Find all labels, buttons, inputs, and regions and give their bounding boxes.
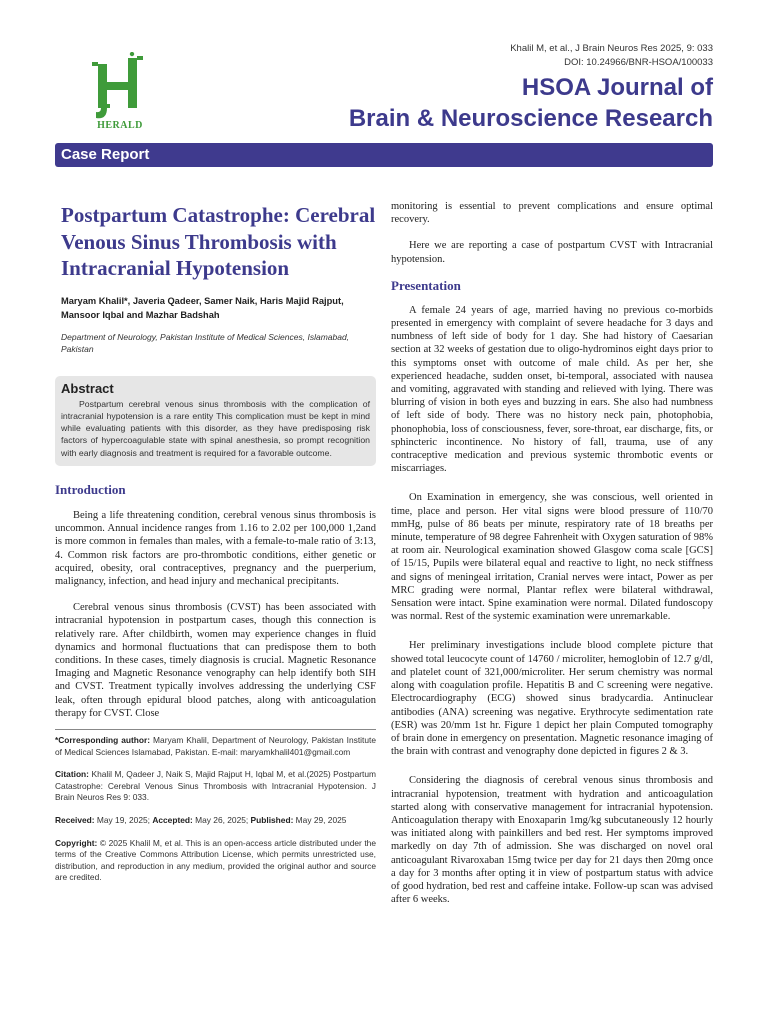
affiliation: Department of Neurology, Pakistan Institute of Medical Sciences, Islamabad, Pakistan xyxy=(61,331,350,354)
copyright-text: © 2025 Khalil M, et al. This is an open-access article distributed under the terms of the Creative Commons Attribution License, which permits unrestricted use, distribution, and reproduction in any medium, provided the original author and source are credited. xyxy=(55,837,376,883)
corresponding-author-note xyxy=(55,735,376,758)
article-type-bar: Case Report xyxy=(55,143,713,167)
abstract-heading: Abstract xyxy=(61,380,114,396)
citation-note xyxy=(55,769,376,804)
introduction-paragraph-1: Being a life threatening condition, cerebral venous sinus thrombosis is uncommon. Annual incidence ranges from 1.16 to 2.02 per 100,000 1,2and is more common in females than males, with a female-to-male ratio of 3:13, 4. Common risk factors are pro-thrombotic conditions, either genetic or acquired, obesity, oral contraceptives, pregnancy and the puerperium, malignancy, infection, and head injury and mechanical precipitants. xyxy=(55,509,376,587)
logo-text: HERALD xyxy=(97,120,143,131)
author-list: Maryam Khalil*, Javeria Qadeer, Samer Naik, Haris Majid Rajput, Mansoor Iqbal and Mazhar Badshah xyxy=(61,295,344,320)
received-label: Received: xyxy=(55,815,95,825)
citation-text: Khalil M, Qadeer J, Naik S, Majid Rajput H, Iqbal M, et al.(2025) Postpartum Catastrophe: Cerebral Venous Sinus Thrombosis with Intracranial Hypotension. J Brain Neuros Res 9: 033. xyxy=(55,769,376,803)
header-meta xyxy=(510,42,713,70)
copyright-label: Copyright: xyxy=(55,837,98,848)
dates-note xyxy=(55,815,376,827)
presentation-heading: Presentation xyxy=(391,277,461,293)
journal-title xyxy=(349,72,713,134)
journal-title-line1: HSOA Journal of xyxy=(521,74,713,101)
copyright-note xyxy=(55,838,376,884)
presentation-paragraph-2: On Examination in emergency, she was conscious, well oriented in time, place and person. Her vital signs were blood pressure of 110/70 mmHg, pulse of 86 beats per minute, respiratory rate of 18 breaths per minute, temperature of 98 degree Fahrenheit with Oxygen saturation of 98% at room air. Neurological examination showed Glasgow coma scale [GCS] of 15/15, Pupils were bilateral equal and reactive to light, no neck stiffness and signs of meningeal irritation, Cranial nerves were intact, Power as per MRC grading were normal, Plantar reflex were bilateral withdrawal, Sensation were intact. Spine examination were normal. Dilated fundoscopy was normal. Rest of the systemic examination were unremarkable. xyxy=(391,492,713,623)
corresponding-author-text: Maryam Khalil, Department of Neurology, Pakistan Institute of Medical Sciences Islamabad, Pakistan. E-mail: maryamkhalil401@gmail.com xyxy=(55,735,376,757)
introduction-paragraph-2-continued: monitoring is essential to prevent complications and ensure optimal recovery. xyxy=(391,201,713,226)
published-label: Published: xyxy=(250,815,294,825)
journal-title-line2: Brain & Neuroscience Research xyxy=(348,105,713,132)
introduction-paragraph-3: Here we are reporting a case of postpartum CVST with Intracranial hypotension. xyxy=(391,240,713,265)
citation-line: Khalil M, et al., J Brain Neuros Res 2025, 9: 033 xyxy=(510,43,713,54)
footnote-divider xyxy=(55,729,376,730)
introduction-heading: Introduction xyxy=(55,481,126,497)
left-column xyxy=(55,202,376,884)
doi-line[interactable]: DOI: 10.24966/BNR-HSOA/100033 xyxy=(564,57,713,68)
abstract-box xyxy=(55,376,376,466)
presentation-paragraph-1: A female 24 years of age, married having no previous co-morbids presented in emergency with complaint of severe headache for 3 days and numbness of left side of body for 1 day. She had history of Caesarian section at 32 weeks of gestation due to oligo-hydrominos eight days prior to this symptoms onset with outcome of male child. As per her, she experienced headache, sudden onset, bi-temporal, associated with nausea and vomiting, aggravated with standing and relieved with lying. There was blurring of vision in both eyes and buzzing in ears. She also had numbness of left side of body. There was no history neck pain, photophobia, phonophobia, loss of consciousness, fever, sore-throat, ear discharge, fits, or sphincteric incontinence. No history of fall, trauma, use of any contraceptive medication and previous systemic thrombotic events or miscarriages. xyxy=(391,304,713,475)
presentation-paragraph-3: Her preliminary investigations include blood complete picture that showed total leucocyte count of 14760 / microliter, hemoglobin of 12.7 g/dl, and platelet count of 321,000/microliter. Her serum chemistry was normal along with coagulation profile. Hepatitis B and C screening were negative. Electrocardiography (ECG) showed sinus bradycardia. Antinuclear antibodies (ANA) screening was negative. Erythrocyte sedimentation rate (ESR) was 20/mm 1st hr. Figure 1 depict her plain Computed tomography of brain done in emergency on presentation. Magnetic resonance imaging of the brain with contrast and venography done depicted in figures 2 & 3. xyxy=(391,640,713,758)
abstract-text: Postpartum cerebral venous sinus thrombosis with the complication of intracranial hypotension is a rare entity This complication must be kept in mind while evaluating patients with this disorder, as they have predisposing risk factors of hypercoagulable state with spinal anesthesia, so prompt recognition with early diagnosis and treatment is required for a favorable outcome. xyxy=(61,398,370,458)
herald-logo xyxy=(88,52,152,134)
corresponding-author-label: *Corresponding author: xyxy=(55,735,151,746)
presentation-paragraph-4: Considering the diagnosis of cerebral venous sinus thrombosis and intracranial hypotension, treatment with hydration and anticoagulation started along with conservative management for intracranial hypotension. Anticoagulation therapy with Enoxaparin 1mg/kg subcutaneously 12 hourly was initiated along with painkillers and bed rest. Her symptoms improved markedly on day 7th of admission. She was discharged on novel oral anticoagulant Rivaroxaban 15mg twice per day for 21 days then 20mg once a day for 3 months after opting it in view of postpartum status with advice of good hydration, bed rest and caffeine intake. Follow-up scan was advised after 6 weeks. xyxy=(391,775,713,906)
received-date: May 19, 2025; xyxy=(94,815,153,825)
right-column xyxy=(391,200,713,906)
published-date: May 29, 2025 xyxy=(293,815,347,825)
article-title: Postpartum Catastrophe: Cerebral Venous Sinus Thrombosis with Intracranial Hypotension xyxy=(61,203,376,280)
citation-label: Citation: xyxy=(55,769,89,780)
accepted-date: May 26, 2025; xyxy=(192,815,251,825)
accepted-label: Accepted: xyxy=(152,815,193,825)
introduction-paragraph-2: Cerebral venous sinus thrombosis (CVST) has been associated with intracranial hypotension in postpartum cases, though this connection is relatively rare. After childbirth, women may experience changes in fluid dynamics and hormonal fluctuations that can predispose them to both conditions. In these cases, timely diagnosis is crucial. Magnetic Resonance Imaging and Magnetic Resonance venography can help identify both SIH and CVST. Treatment typically involves addressing the underlying CSF leak, often through epidural blood patches, along with anticoagulation therapy for CVST. Close xyxy=(55,602,376,719)
